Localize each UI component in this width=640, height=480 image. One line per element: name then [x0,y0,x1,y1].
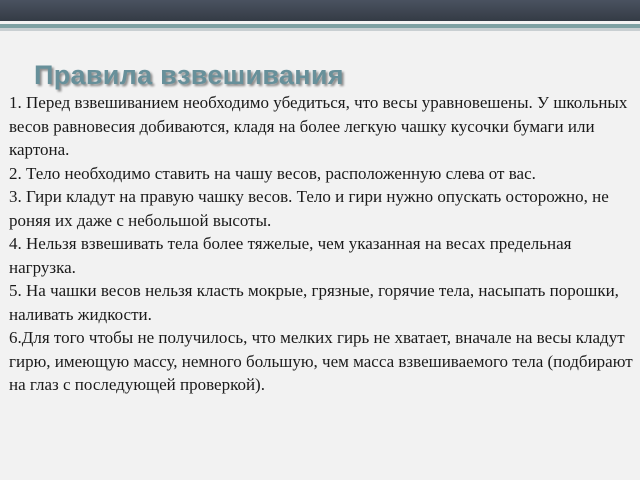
rule-item: 5. На чашки весов нельзя класть мокрые, грязные, горячие тела, насыпать порошки, наливать жидкости. [9,281,619,324]
divider-stripe [0,28,640,31]
rules-list [9,91,635,397]
top-bar [0,0,640,21]
rule-item: 4. Нельзя взвешивать тела более тяжелые, чем указанная на весах предельная нагрузка. [9,234,572,277]
rule-item: 2. Тело необходимо ставить на чашу весов, расположенную слева от вас. [9,163,536,183]
rule-item: 3. Гири кладут на правую чашку весов. Тело и гири нужно опускать осторожно, не роняя их даже с небольшой высоты. [9,187,609,230]
rule-item: 1. Перед взвешиванием необходимо убедиться, что весы уравновешены. У школьных весов равновесия добиваются, кладя на более легкую чашку кусочки бумаги или картона. [9,93,628,159]
slide-title: Правила взвешивания [34,60,344,90]
rule-item: 6.Для того чтобы не получилось, что мелких гирь не хватает, вначале на весы кладут гирю, имеющую массу, немного большую, чем масса взвешиваемого тела (подбирают на глаз с последующей проверкой). [9,328,633,394]
